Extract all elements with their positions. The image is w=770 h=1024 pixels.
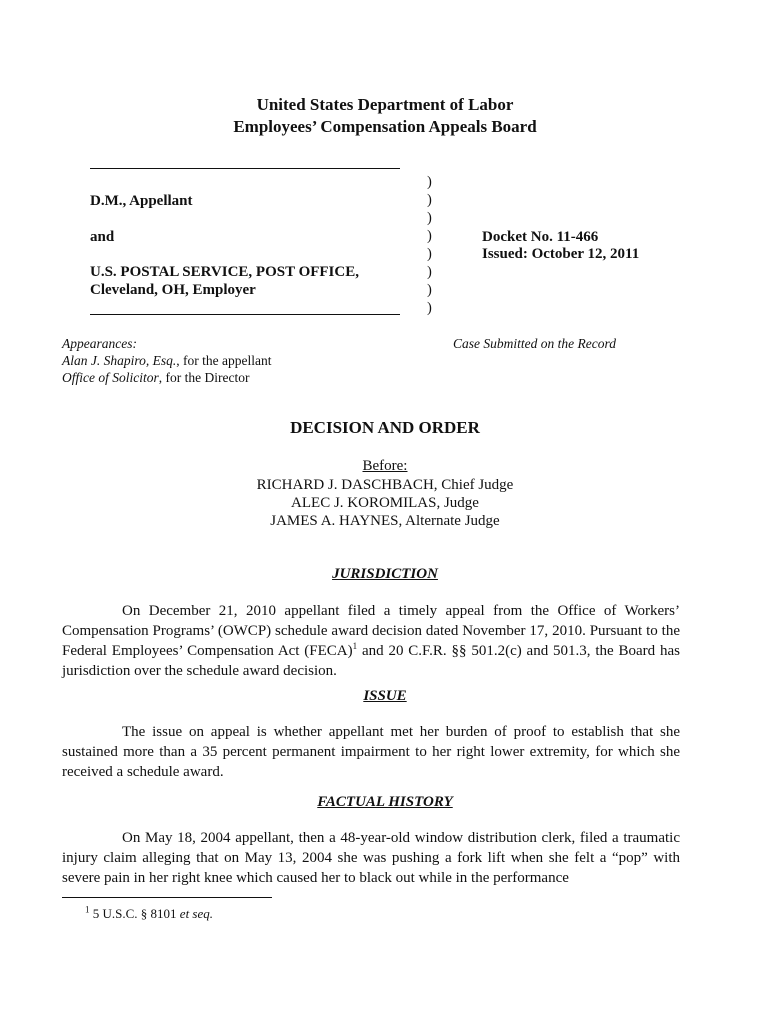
issue-heading: ISSUE bbox=[363, 688, 407, 704]
caption-bottom-rule bbox=[90, 314, 400, 315]
issue-text: The issue on appeal is whether appellant met her burden of proof to establish that she sustained more than a 35 percent permanent impairment to her right lower extremity, for which she received a schedule award. bbox=[62, 724, 680, 780]
footnote-number: 1 bbox=[85, 904, 90, 915]
case-submitted-note: Case Submitted on the Record bbox=[453, 336, 616, 351]
judge-3: JAMES A. HAYNES, Alternate Judge bbox=[270, 513, 500, 529]
caption-and: and bbox=[90, 229, 115, 245]
decision-title: DECISION AND ORDER bbox=[290, 418, 480, 437]
appearance-appellant bbox=[62, 352, 271, 369]
appellant-counsel-role: , for the appellant bbox=[176, 353, 272, 368]
caption-top-rule bbox=[90, 168, 400, 169]
factual-history-heading: FACTUAL HISTORY bbox=[317, 794, 453, 810]
jurisdiction-heading: JURISDICTION bbox=[332, 566, 438, 582]
docket-number: Docket No. 11-466 bbox=[482, 229, 599, 245]
jurisdiction-paragraph bbox=[62, 601, 680, 681]
employer-line-2: Cleveland, OH, Employer bbox=[90, 282, 256, 298]
judge-1: RICHARD J. DASCHBACH, Chief Judge bbox=[256, 477, 514, 493]
issued-date: Issued: October 12, 2011 bbox=[482, 246, 640, 262]
footnote-rule bbox=[62, 897, 272, 898]
footnote-italic: et seq. bbox=[179, 906, 214, 921]
footnote bbox=[85, 906, 213, 922]
appearances-label: Appearances: bbox=[62, 336, 137, 351]
caption-parens: ) ) ) ) ) ) ) ) bbox=[427, 174, 432, 316]
issue-paragraph bbox=[62, 722, 680, 782]
employer-line-1: U.S. POSTAL SERVICE, POST OFFICE, bbox=[90, 264, 359, 280]
agency-title: United States Department of Labor bbox=[256, 95, 514, 114]
factual-history-paragraph bbox=[62, 828, 680, 888]
appellant-name: D.M., Appellant bbox=[90, 193, 193, 209]
factual-history-text: On May 18, 2004 appellant, then a 48-year-old window distribution clerk, filed a traumatic injury claim alleging that on May 13, 2004 she was pushing a fork lift when she felt a “pop” with severe pain in her right knee which caused her to black out while in the performance bbox=[62, 830, 680, 886]
director-counsel: Office of Solicitor bbox=[62, 370, 159, 385]
before-label: Before: bbox=[362, 458, 408, 474]
jurisdiction-text-b: and 20 C.F.R. §§ 501.2(c) and 501.3, the Board has jurisdiction over the schedule award decision. bbox=[62, 643, 680, 679]
director-counsel-role: , for the Director bbox=[158, 370, 250, 385]
board-title: Employees’ Compensation Appeals Board bbox=[233, 117, 537, 136]
appearance-director bbox=[62, 369, 249, 386]
footnote-ref: 1 bbox=[352, 641, 358, 651]
judge-2: ALEC J. KOROMILAS, Judge bbox=[291, 495, 479, 511]
jurisdiction-text-a: On December 21, 2010 appellant filed a timely appeal from the Office of Workers’ Compensation Programs’ (OWCP) schedule award decision dated November 17, 2010. Pursuant to the Federal Employees’ Compensation Act (FECA) bbox=[62, 603, 680, 659]
footnote-text: 5 U.S.C. § 8101 bbox=[89, 906, 180, 921]
appellant-counsel: Alan J. Shapiro, Esq. bbox=[62, 353, 177, 368]
